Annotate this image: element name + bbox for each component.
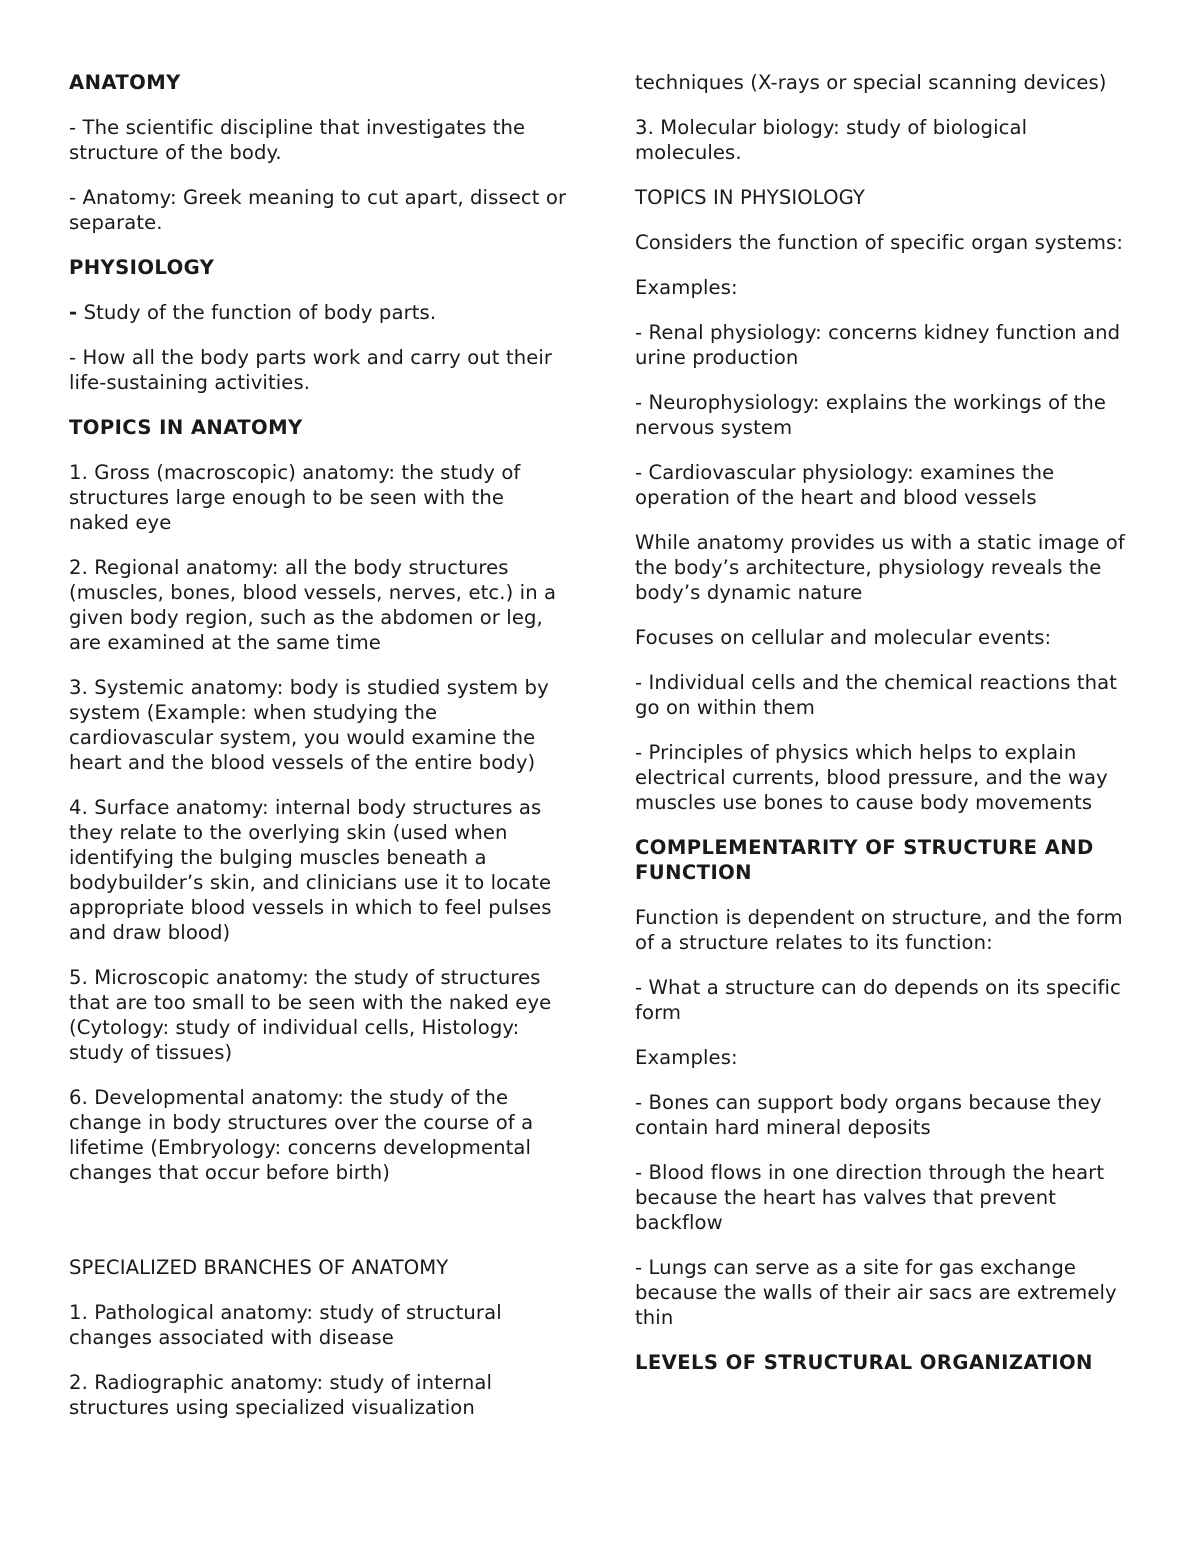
specialized-branches-heading: SPECIALIZED BRANCHES OF ANATOMY [69, 1256, 449, 1279]
static-vs-dynamic: While anatomy provides us with a static image of the body’s architecture, physiology reveals the body’s dynamic nature [635, 531, 1125, 604]
levels-heading: LEVELS OF STRUCTURAL ORGANIZATION [635, 1351, 1093, 1374]
anatomy-heading: ANATOMY [69, 71, 181, 94]
left-column [69, 70, 569, 1440]
topic-regional-anatomy: 2. Regional anatomy: all the body structures (muscles, bones, blood vessels, nerves, etc.) in a given body region, such as the abdomen or leg, are examined at the same time [69, 556, 557, 654]
complementarity-heading: COMPLEMENTARITY OF STRUCTURE AND FUNCTION [635, 836, 1094, 884]
example-bones: - Bones can support body organs because they contain hard mineral deposits [635, 1091, 1102, 1139]
complementarity-intro: Function is dependent on structure, and the form of a structure relates to its function: [635, 906, 1123, 954]
specialized-molecular: 3. Molecular biology: study of biological molecules. [635, 116, 1028, 164]
physiology-description: - How all the body parts work and carry out their life-sustaining activities. [69, 346, 553, 394]
right-column [635, 70, 1135, 1395]
example-renal: - Renal physiology: concerns kidney function and urine production [635, 321, 1121, 369]
anatomy-etymology: - Anatomy: Greek meaning to cut apart, dissect or separate. [69, 186, 567, 234]
example-blood-flow: - Blood flows in one direction through the heart because the heart has valves that prevent backflow [635, 1161, 1105, 1234]
topic-gross-anatomy: 1. Gross (macroscopic) anatomy: the study of structures large enough to be seen with the naked eye [69, 461, 521, 534]
topics-anatomy-heading: TOPICS IN ANATOMY [69, 416, 303, 439]
topic-surface-anatomy: 4. Surface anatomy: internal body structures as they relate to the overlying skin (used when identifying the bulging muscles beneath a bodybuilder’s skin, and clinicians use it to locate appropriate blood vessels in which to feel pulses and draw blood) [69, 796, 552, 944]
example-neuro: - Neurophysiology: explains the workings of the nervous system [635, 391, 1106, 439]
topics-physiology-intro: Considers the function of specific organ systems: [635, 231, 1124, 254]
anatomy-definition: - The scientific discipline that investigates the structure of the body. [69, 116, 526, 164]
topic-microscopic-anatomy: 5. Microscopic anatomy: the study of structures that are too small to be seen with the naked eye (Cytology: study of individual cells, Histology: study of tissues) [69, 966, 552, 1064]
physiology-heading: PHYSIOLOGY [69, 256, 215, 279]
specialized-pathological: 1. Pathological anatomy: study of structural changes associated with disease [69, 1301, 502, 1349]
examples-label-2: Examples: [635, 1046, 738, 1069]
example-cardiovascular: - Cardiovascular physiology: examines the operation of the heart and blood vessels [635, 461, 1055, 509]
focus-physics: - Principles of physics which helps to explain electrical currents, blood pressure, and the way muscles use bones to cause body movements [635, 741, 1108, 814]
example-lungs: - Lungs can serve as a site for gas exchange because the walls of their air sacs are extremely thin [635, 1256, 1117, 1329]
focus-intro: Focuses on cellular and molecular events: [635, 626, 1052, 649]
bold-dash: - [69, 301, 78, 324]
topic-developmental-anatomy: 6. Developmental anatomy: the study of the change in body structures over the course of a lifetime (Embryology: concerns developmental changes that occur before birth) [69, 1086, 534, 1184]
physiology-definition-text: Study of the function of body parts. [77, 301, 437, 324]
physiology-definition [69, 300, 569, 325]
specialized-radiographic: 2. Radiographic anatomy: study of internal structures using specialized visualization [69, 1371, 493, 1419]
focus-cells: - Individual cells and the chemical reactions that go on within them [635, 671, 1118, 719]
examples-label: Examples: [635, 276, 738, 299]
topics-physiology-heading: TOPICS IN PHYSIOLOGY [635, 186, 865, 209]
specialized-radiographic-continued: techniques (X-rays or special scanning devices) [635, 71, 1107, 94]
complementarity-point: - What a structure can do depends on its specific form [635, 976, 1121, 1024]
topic-systemic-anatomy: 3. Systemic anatomy: body is studied system by system (Example: when studying the cardiovascular system, you would examine the heart and the blood vessels of the entire body) [69, 676, 549, 774]
